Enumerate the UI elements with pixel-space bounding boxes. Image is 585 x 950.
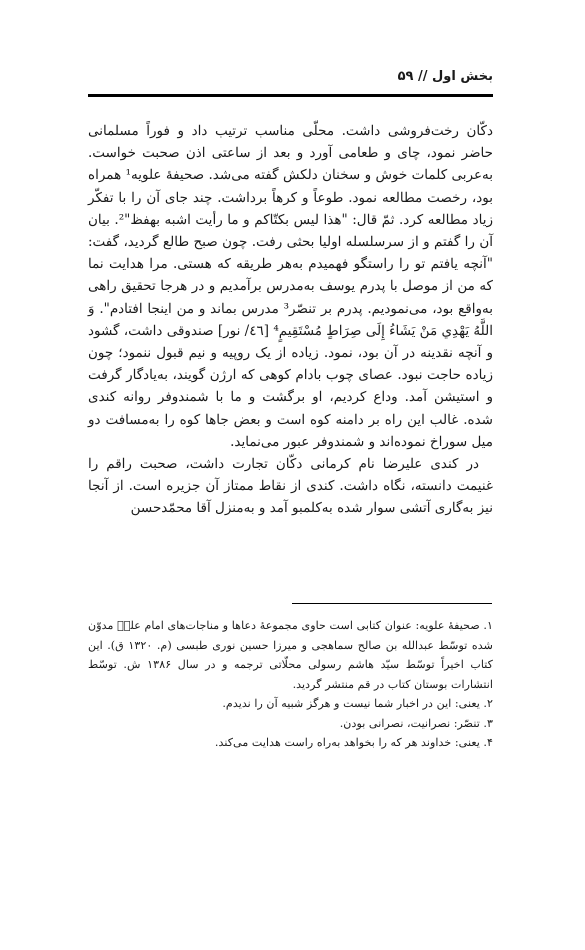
paragraph: در کندی علیرضا نام کرمانی دکّان تجارت داشت، صحبت راقم را غنیمت دانسته، نگاه داشت. کندی از نقاط ممتاز آن جزیره است. از آنجا نیز به‌گاری آتشی سوار شده به‌کلمبو آمد و به‌منزل آقا محمّدحسن (88, 456, 493, 517)
footnote-separator (292, 603, 492, 604)
footnote-2: ۲. یعنی: این در اخبار شما نیست و هرگز شبیه آن را ندیدم. (222, 697, 493, 710)
paragraph: دکّان رخت‌فروشی داشت. محلّی مناسب ترتیب داد و فوراً مسلمانی حاضر نمود، چای و طعامی آورد و بعد از ساعتی اذن صحبت خواست. به‌عربی کلمات خوش و سخنان دلکش گفته می‌شد. صحیفهٔ علویه¹ همراه بود، رخصت مطالعه نمود. طوعاً و کرهاً برداشت. چند جای آن را با تفکّر زیاد مطالعه کرد. ثمّ قال: "هذا لیس بکتّاکم و ما رأیت اشبه بهفظ"². بیان آن را گفتم و از سرسلسله اولیا بحثی رفت. چون صبح طالع گردید، گفت: "آنچه یافتم تو را راستگو فهمیدم به‌هر طریقه که هستی. مرا هدایت نما که من از موصل با پدرم یوسف به‌مدرس برآمدیم و در هرجا تحقیق راهی به‌واقع بود، می‌نمودیم. پدرم بر تنصّر³ مدرس بماند و من اینجا افتادم". وَ اللَّهُ يَهْدِي مَنْ يَشَاءُ إِلَى صِرَاطٍ مُسْتَقِيمٍ⁴ [٤٦/ نور] صندوقی داشت، گشود و آنچه نقدینه در آن بود، نمود. زیاده از یک روپیه و نیم قبول ننمود؛ چون زیاده حاجت نبود. عصای چوب بادام کوهی که ارژن گویند، به‌یادگار گرفت و استیشن آمد. وداع کردیم، او برگشت و ما با شمندوفر روانه کندی شده. غالب این راه بر دامنه کوه است و بعض جاها کوه را به‌مسافت دو میل سوراخ نموده‌اند و شمندوفر عبور می‌نماید. (88, 123, 493, 450)
footnote-3: ۳. تنصّر: نصرانیت، نصرانی بودن. (339, 716, 493, 730)
footnotes (88, 616, 493, 753)
main-text (88, 120, 493, 520)
header-rule (88, 94, 493, 97)
footnote-1: ۱. صحیفهٔ علویه: عنوان کتابی است حاوی مجموعهٔ دعاها و مناجات‌های امام علیؑ مدوّن شده توسّط عبدالله بن صالح سماهجی و میرزا حسین نوری طبسی (م. ۱۳۲۰ ق). این کتاب اخیراً توسّط سیّد هاشم رسولی محلّاتی ترجمه و در سال ۱۳۸۶ ش. توسّط انتشارات بوستان کتاب در قم منتشر گردید. (88, 619, 494, 691)
running-header: بخش اول // ۵۹ (397, 69, 493, 84)
footnote-4: ۴. یعنی: خداوند هر که را بخواهد به‌راه راست هدایت می‌کند. (214, 736, 493, 749)
